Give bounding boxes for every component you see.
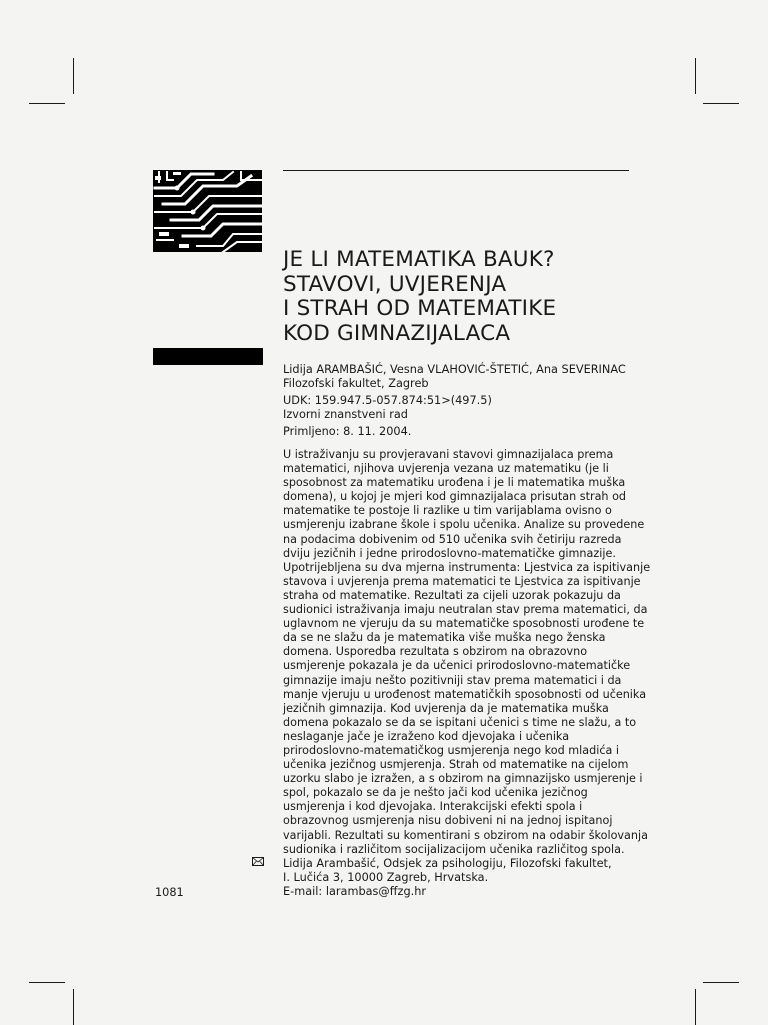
abstract-line: da se ne slažu da je matematika više muška nego ženska — [283, 631, 606, 645]
page-number: 1081 — [155, 886, 184, 899]
abstract-line: varijabli. Rezultati su komentirani s obzirom na odabir školovanja — [283, 828, 648, 842]
article-title — [283, 248, 633, 346]
crop-mark — [703, 103, 739, 104]
abstract-line: neslaganje jače je izraženo kod djevojaka i učenika — [283, 729, 570, 743]
title-line: STAVOVI, UVJERENJA — [283, 271, 507, 297]
contact-line: Lidija Arambašić, Odsjek za psihologiju, Filozofski fakultet, — [283, 857, 612, 870]
abstract-line: domena pokazalo se da se ispitani učenici s time ne slažu, a to — [283, 715, 637, 729]
contact-line: I. Lučića 3, 10000 Zagreb, Hrvatska. — [283, 871, 489, 884]
abstract-line: matematike te postoje li razlike u tim varijablama ovisno o — [283, 504, 612, 518]
abstract-line: Upotrijebljena su dva mjerna instrumenta: Ljestvica za ispitivanje — [283, 560, 651, 574]
abstract-line: spol, pokazalo se da je nešto jači kod učenika jezičnog — [283, 786, 588, 800]
abstract-line: prirodoslovno-matematičkog usmjerenja nego kod mladića i — [283, 743, 619, 757]
abstract-line: straha od matematike. Rezultati za cijeli uzorak pokazuju da — [283, 588, 621, 602]
abstract-line: stavova i uvjerenja prema matematici te Ljestvica za ispitivanje — [283, 574, 641, 588]
crop-mark — [29, 982, 65, 983]
abstract-line: uzorku slabo je izražen, a s obzirom na gimnazijsko usmjerenje i — [283, 772, 643, 786]
abstract-line: matematici, njihova uvjerenja vezana uz matematiku (je li — [283, 462, 609, 476]
crop-mark — [695, 58, 696, 94]
envelope-icon — [252, 857, 264, 866]
abstract-line: manje vjeruju u urođenost matematičkih sposobnosti od učenika — [283, 687, 647, 701]
abstract-line: sudionika i različitom socijalizacijom učenika različitog spola. — [283, 842, 625, 856]
crop-mark — [73, 58, 74, 94]
abstract-line: usmjerenje pokazala je da učenici prirodoslovno-matematičke — [283, 659, 631, 673]
abstract-line: na podacima dobivenim od 510 učenika svih četiriju razreda — [283, 532, 622, 546]
abstract-line: usmjerenja i kod djevojaka. Interakcijski efekti spola i — [283, 800, 583, 814]
authors: Lidija ARAMBAŠIĆ, Vesna VLAHOVIĆ-ŠTETIĆ, Ana SEVERINAC — [283, 363, 626, 376]
title-line: KOD GIMNAZIJALACA — [283, 320, 511, 346]
abstract-line: obrazovnog usmjerenja nisu dobiveni ni na jednoj ispitanoj — [283, 814, 613, 828]
decorative-bar — [153, 348, 263, 365]
header-rule — [283, 170, 629, 171]
crop-mark — [695, 989, 696, 1025]
abstract-line: domena), u kojoj je mjeri kod gimnazijalaca prisutan strah od — [283, 490, 627, 504]
abstract-line: gimnazije imaju nešto pozitivniji stav prema matematici i da — [283, 673, 622, 687]
abstract-line: dviju jezičnih i jedne prirodoslovno-matematičke gimnazije. — [283, 546, 616, 560]
affiliation: Filozofski fakultet, Zagreb — [283, 376, 429, 390]
journal-logo — [153, 170, 262, 252]
abstract-line: sposobnost za matematiku urođena i je li matematika muška — [283, 476, 626, 490]
abstract-line: U istraživanju su provjeravani stavovi gimnazijalaca prema — [283, 448, 614, 461]
abstract — [283, 448, 651, 857]
crop-mark — [73, 989, 74, 1025]
abstract-line: usmjerenju izabrane škole i spolu učenika. Analize su provedene — [283, 518, 645, 532]
abstract-line: učenika jezičnog usmjerenja. Strah od matematike na cijelom — [283, 758, 629, 772]
classification-block — [283, 394, 633, 422]
contact-email: E-mail: larambas@ffzg.hr — [283, 885, 427, 898]
abstract-line: uglavnom ne vjeruju da su matematičke sposobnosti urođene te — [283, 617, 645, 631]
corresponding-address — [283, 857, 631, 899]
received-date: Primljeno: 8. 11. 2004. — [283, 425, 412, 438]
abstract-line: domena. Usporedba rezultata s obzirom na obrazovno — [283, 645, 588, 659]
paper-type: Izvorni znanstveni rad — [283, 407, 408, 421]
title-line: I STRAH OD MATEMATIKE — [283, 296, 557, 321]
received-date-block — [283, 425, 633, 439]
abstract-line: sudionici istraživanja imaju neutralan stav prema matematici, da — [283, 603, 648, 617]
abstract-line: jezičnih gimnazija. Kod uvjerenja da je matematika muška — [283, 701, 609, 715]
crop-mark — [703, 982, 739, 983]
title-line: JE LI MATEMATIKA BAUK? — [283, 247, 555, 272]
udk-code: UDK: 159.947.5-057.874:51>(497.5) — [283, 394, 492, 407]
crop-mark — [29, 103, 65, 104]
author-block — [283, 363, 633, 391]
